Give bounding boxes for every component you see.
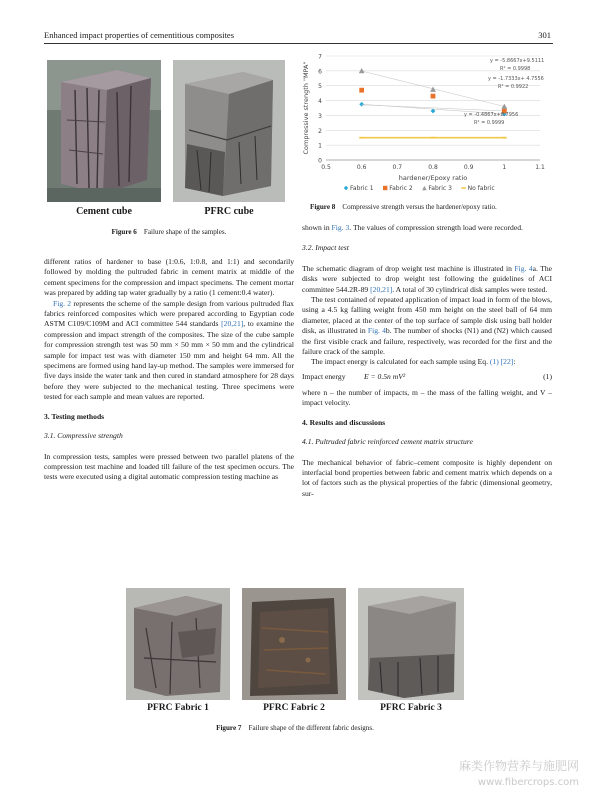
section-3-1-heading: 3.1. Compressive strength — [44, 431, 123, 441]
x-tick-label-4: 0.9 — [463, 164, 474, 171]
data-point-fabric-1-0 — [359, 102, 364, 107]
figure-8-text: Compressive strength versus the hardener/epoxy ratio. — [342, 203, 497, 211]
left-column — [44, 257, 294, 483]
section-4-1-heading: 4.1. Pultruded fabric reinforced cement matrix structure — [302, 437, 473, 447]
paragraph-compression-tests: In compression tests, samples were pressed between two parallel platens of the compression test machine and loaded till failure of the test specimen occurs. The tests were executed using a digital automatic compression testing machine as — [44, 451, 294, 482]
ref-22-link[interactable]: [22] — [498, 357, 514, 367]
legend-label-no-fabric: No fabric — [467, 185, 495, 192]
y-tick-label-4: 4 — [318, 98, 322, 106]
figure-6-text: Failure shape of the samples. — [143, 228, 227, 236]
paragraph-impact-blows — [302, 295, 552, 357]
fabric-2-label: PFRC Fabric 2 — [263, 703, 325, 713]
x-tick-label-3: 0.8 — [428, 164, 438, 171]
p2-text-b: , to examine the compression and impact strength of the composites. The size of the cube sample for compression strength test was 50 mm × 50 mm × 50 mm and the cylindrical sample for impact test was with diameter 150 mm and height 64 mm. All the specimens are formed using hand lay-up method. The samples were immersed for five days inside the water tank and then cured in standard atmosphere for 28 days before they were subjected to the mechanical testing. Three specimens were tested for each sample and mean values are reported. — [44, 319, 295, 402]
pfrc-fabric-3-photo — [358, 588, 464, 700]
r-p3-a: The test contained of repeated application of impact load in form of the blows, using a 4.5 kg falling weight from 450 mm height on the steel ball of 64 mm diameter, placed at the center of the top surface of sample disk using ball holder disk, as illustrated in — [302, 295, 552, 336]
section-3-2-heading: 3.2. Impact test — [302, 243, 349, 253]
y-axis-label: Compressive strength "MPA" — [302, 61, 310, 155]
running-title: Enhanced impact properties of cementitious composites — [44, 30, 235, 40]
legend-label-fabric-3: Fabric 3 — [428, 185, 452, 192]
paragraph-compression-load — [302, 223, 552, 233]
section-4-heading: 4. Results and discussions — [302, 417, 386, 427]
p2-text-a: represents the scheme of the sample design from various pultruded flax fabrics reinforced composites which were prepared according to Egyptian code ASTM C109/C109M and ACI committee 544 standards — [44, 298, 294, 329]
x-tick-label-5: 1 — [502, 164, 507, 171]
section-3-heading: 3. Testing methods — [44, 411, 105, 421]
fig4b-link[interactable]: Fig. 4 — [367, 326, 386, 336]
pfrc-fabric-2-photo — [242, 588, 346, 700]
paragraph-impact-energy — [302, 357, 552, 367]
pfrc-cube-photo — [173, 60, 285, 202]
x-tick-label-1: 0.6 — [356, 164, 367, 171]
y-tick-label-5: 5 — [318, 83, 322, 91]
r-p2-a: The schematic diagram of drop weight test machine is illustrated in — [302, 263, 515, 273]
equation-label: Impact energy — [302, 371, 346, 381]
paragraph-drop-weight — [302, 264, 552, 295]
x-tick-label-0: 0.5 — [321, 164, 331, 171]
trend-r2-fabric-2: R² = 0.9922 — [498, 84, 529, 90]
y-tick-label-1: 1 — [318, 142, 322, 150]
trend-equation-fabric-1: y = -0.4867x+8.7956 — [464, 112, 519, 118]
legend-marker-no-fabric — [461, 187, 465, 189]
r-p4-a: The impact energy is calculated for each sample using Eq. — [311, 357, 490, 367]
figure-6-caption — [44, 228, 294, 237]
fig2-link[interactable]: Fig. 2 — [53, 298, 72, 308]
watermark-url: www.fibercrops.com — [477, 777, 579, 788]
data-point-no-fabric-1 — [431, 137, 436, 139]
legend-marker-fabric-1 — [344, 186, 348, 190]
legend-label-fabric-2: Fabric 2 — [389, 185, 413, 192]
y-tick-label-0: 0 — [318, 157, 322, 165]
fig3-link[interactable]: Fig. 3 — [331, 223, 350, 232]
ref-20-21-link[interactable]: [20,21] — [221, 319, 244, 329]
legend-marker-fabric-3 — [422, 186, 426, 190]
legend-label-fabric-1: Fabric 1 — [350, 185, 374, 192]
legend-marker-fabric-2 — [383, 186, 387, 190]
fabric-3-label: PFRC Fabric 3 — [380, 703, 442, 713]
trend-r2-fabric-3: R² = 0.9998 — [500, 66, 531, 72]
pfrc-cube-label: PFRC cube — [204, 206, 254, 217]
r-p3-b: b. The number of shocks (N1) and (N2) which caused the first visible crack and failure, respectively, was recorded for the first and the failure crack of the sample. — [302, 326, 552, 357]
figure-8-caption — [310, 203, 550, 212]
ref-20-21-link-2[interactable]: [20,21] — [370, 284, 393, 294]
cement-cube-photo — [47, 60, 161, 202]
equation-number: (1) — [543, 371, 552, 381]
eq1-link[interactable]: (1) — [489, 357, 499, 367]
fabric-1-label: PFRC Fabric 1 — [147, 703, 209, 713]
y-tick-label-6: 6 — [318, 68, 322, 76]
figure-7-number: Figure 7 — [216, 724, 242, 732]
trend-r2-fabric-1: R² = 0.9999 — [474, 120, 505, 126]
watermark-cn: 麻类作物营养与施肥网 — [458, 759, 579, 773]
r-p1-a: shown in — [302, 223, 332, 232]
compressive-strength-chart — [300, 50, 553, 198]
x-tick-label-6: 1.1 — [535, 164, 545, 171]
r-p1-b: . The values of compression strength load were recorded. — [349, 223, 523, 232]
pfrc-fabric-1-photo — [126, 588, 230, 700]
equation-formula: E = 0.5n mV² — [364, 371, 406, 381]
trend-equation-fabric-2: y = -1.7333x+ 4.7556 — [488, 76, 544, 82]
figure-7-text: Failure shape of the different fabric designs. — [248, 724, 374, 732]
data-point-no-fabric-2 — [502, 137, 507, 139]
y-tick-label-7: 7 — [318, 53, 322, 61]
data-point-fabric-2-1 — [431, 94, 436, 99]
x-axis-label: hardener/Epoxy ratio — [398, 174, 468, 182]
data-point-no-fabric-0 — [359, 137, 364, 139]
paragraph-mechanical-behavior: The mechanical behavior of fabric–cement composite is highly dependent on interfacial bond properties between fabric and cement matrix which depends on a lot of factors such as the physical properties of the fabric (dimensional geometry, sur- — [302, 457, 552, 498]
y-tick-label-3: 3 — [318, 112, 322, 120]
right-column — [302, 223, 552, 499]
header-rule — [44, 43, 553, 44]
data-point-fabric-2-0 — [359, 88, 364, 93]
cement-cube-label: Cement cube — [76, 206, 132, 217]
trend-equation-fabric-3: y = -5.8667x+9.5111 — [490, 58, 545, 64]
y-tick-label-2: 2 — [318, 127, 322, 135]
figure-8-number: Figure 8 — [310, 203, 336, 211]
r-p2-b: a. The disks were subjected to drop weight test following the guidelines of ACI committee 544.2R-89 — [302, 263, 552, 294]
equation-1 — [302, 372, 552, 386]
figure-6-number: Figure 6 — [111, 228, 137, 236]
paragraph-sample-design — [44, 299, 294, 403]
fig4-link[interactable]: Fig. 4 — [514, 263, 533, 273]
paragraph-materials: different ratios of hardener to base (1:0.6, 1:0.8, and 1:1) and secondarily followed by molding the pultruded fabric in cement matrix at middle of the cement specimens for the compression and impact specimens. The cement mortar was prepared by adding tap water gradually by a ratio (1 cement:0.4 water). — [44, 257, 294, 298]
r-p2-c: . A total of 30 cylindrical disk samples were tested. — [392, 284, 548, 294]
figure-7-caption — [100, 724, 490, 733]
paragraph-where: where n – the number of impacts, m – the mass of the falling weight, and V – impact velocity. — [302, 387, 552, 408]
r-p4-b: : — [513, 357, 516, 367]
page-number: 301 — [538, 30, 551, 40]
x-tick-label-2: 0.7 — [392, 164, 403, 171]
